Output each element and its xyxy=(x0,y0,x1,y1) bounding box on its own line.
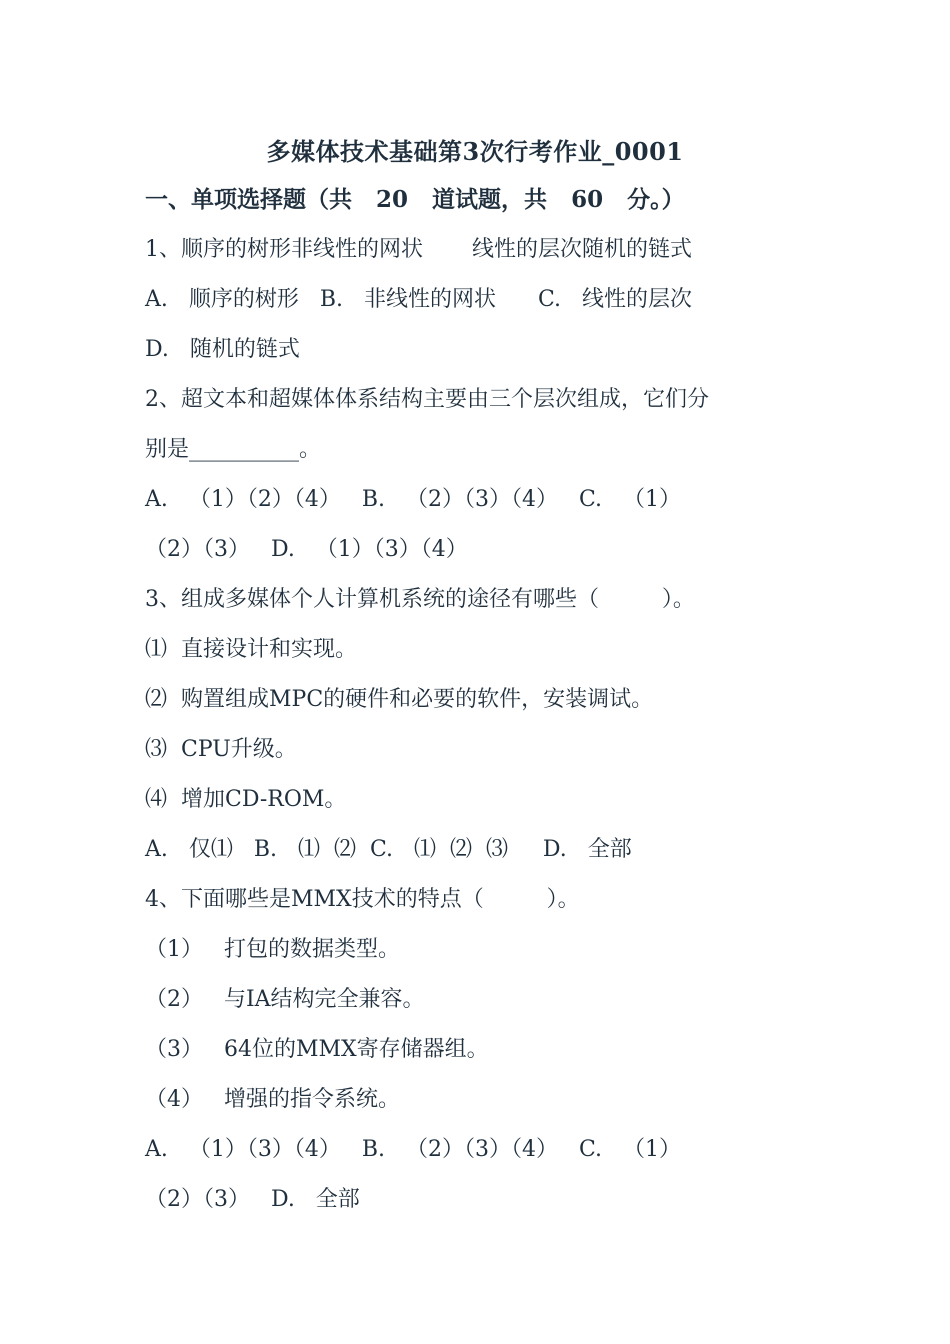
section-heading: 一、单项选择题（共 20 道试题，共 60 分。） xyxy=(145,186,685,213)
document-title: 多媒体技术基础第3次行考作业_0001 xyxy=(266,137,684,166)
question-4-text: 4、下面哪些是MMX技术的特点（ ）。 xyxy=(145,887,580,912)
question-3-item-2: ⑵ 购置组成MPC的硬件和必要的软件，安装调试。 xyxy=(145,687,654,712)
question-3-options: A. 仅⑴ B. ⑴ ⑵ C. ⑴ ⑵ ⑶ D. 全部 xyxy=(145,837,632,862)
question-2-text-cont: 别是__________。 xyxy=(145,437,322,462)
question-2-options-cont: （2）（3） D. （1）（3）（4） xyxy=(145,537,468,562)
question-1-options-a-c: A. 顺序的树形 B. 非线性的网状 C. 线性的层次 xyxy=(145,287,692,312)
question-2-text: 2、超文本和超媒体体系结构主要由三个层次组成，它们分 xyxy=(145,387,709,412)
question-4-options-cont: （2）（3） D. 全部 xyxy=(145,1187,360,1212)
question-3-item-3: ⑶ CPU升级。 xyxy=(145,737,297,762)
question-3-item-4: ⑷ 增加CD-ROM。 xyxy=(145,787,347,812)
question-3-item-1: ⑴ 直接设计和实现。 xyxy=(145,637,357,662)
question-4-options-a-c: A. （1）（3）（4） B. （2）（3）（4） C. （1） xyxy=(145,1137,681,1162)
question-1-option-d: D. 随机的链式 xyxy=(145,337,300,362)
question-2-options-a-c: A. （1）（2）（4） B. （2）（3）（4） C. （1） xyxy=(145,487,681,512)
question-4-item-4: （4） 增强的指令系统。 xyxy=(145,1087,400,1112)
question-4-item-2: （2） 与IA结构完全兼容。 xyxy=(145,987,425,1012)
question-4-item-3: （3） 64位的MMX寄存储器组。 xyxy=(145,1037,489,1062)
question-3-text: 3、组成多媒体个人计算机系统的途径有哪些（ ）。 xyxy=(145,587,695,612)
question-4-item-1: （1） 打包的数据类型。 xyxy=(145,937,400,962)
question-1-text: 1、顺序的树形非线性的网状 线性的层次随机的链式 xyxy=(145,237,692,262)
